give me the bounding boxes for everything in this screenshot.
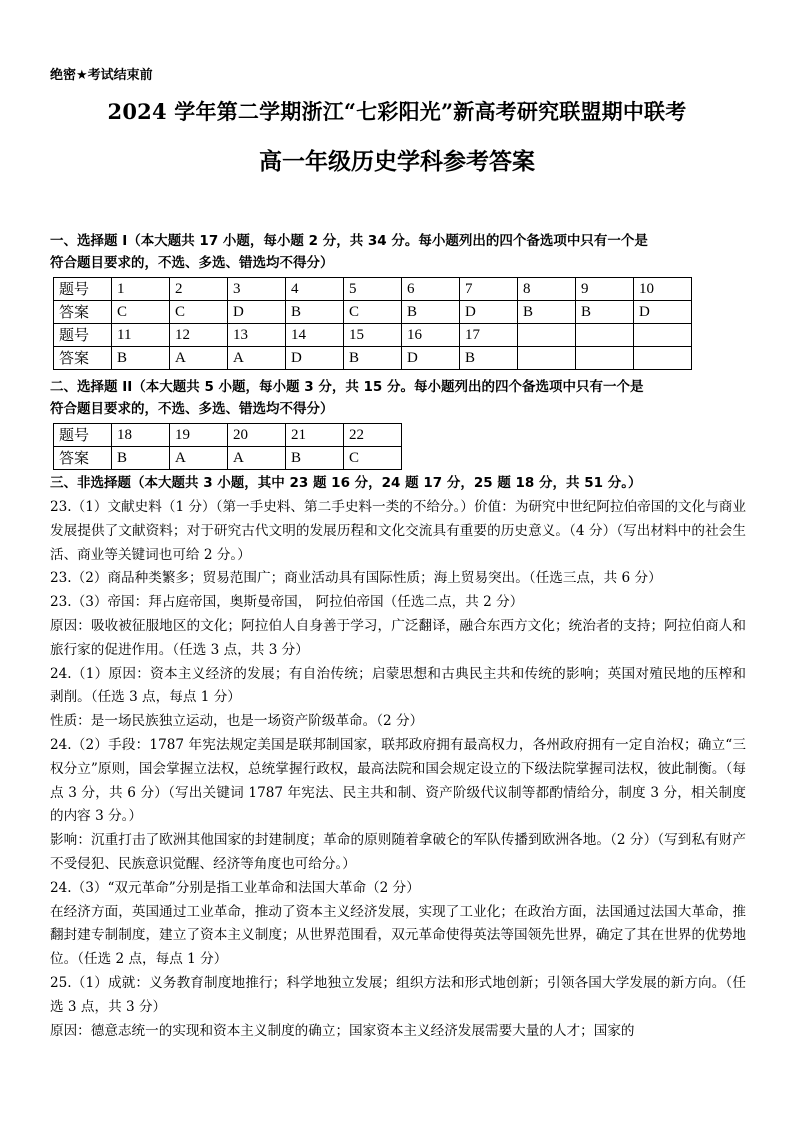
section3-answers [50, 496, 746, 1043]
table-cell: 7 [460, 278, 518, 301]
section1-heading [50, 230, 745, 274]
answer-label: 答案 [54, 347, 112, 370]
answer-paragraph: 23.（2）商品种类繁多；贸易范围广；商业活动具有国际性质；海上贸易突出。（任选三点，共 6 分） [50, 570, 662, 587]
answer-paragraph: 原因：吸收被征服地区的文化；阿拉伯人自身善于学习，广泛翻译，融合东西方文化；统治者的支持；阿拉伯商人和旅行家的促进作用。（任选 3 点，共 3 分） [50, 617, 746, 658]
table-cell: 19 [170, 424, 228, 447]
table-cell: D [402, 347, 460, 370]
table-cell: B [112, 447, 170, 470]
answer-paragraph: 性质：是一场民族独立运动，也是一场资产阶级革命。（2 分） [50, 713, 424, 730]
table-cell: B [344, 347, 402, 370]
question-number-label: 题号 [54, 324, 112, 347]
table-cell: 9 [576, 278, 634, 301]
answer-label: 答案 [54, 447, 112, 470]
table-cell [576, 324, 634, 347]
table-cell: B [286, 301, 344, 324]
answer-paragraph: 25.（1）成就：义务教育制度地推行；科学地独立发展；组织方法和形式地创新；引领各国大学发展的新方向。（任选 3 点，共 3 分） [50, 974, 746, 1015]
table-cell: 2 [170, 278, 228, 301]
table-cell [518, 324, 576, 347]
section1-heading-line1: 一、选择题 I（本大题共 17 小题，每小题 2 分，共 34 分。每小题列出的四个备选项中只有一个是 [50, 233, 648, 249]
exam-subtitle: 高一年级历史学科参考答案 [259, 148, 535, 175]
table-cell: D [634, 301, 692, 324]
table-cell: 6 [402, 278, 460, 301]
answer-label: 答案 [54, 301, 112, 324]
table-cell: 22 [344, 424, 402, 447]
answer-paragraph: 24.（3）“双元革命”分别是指工业革命和法国大革命（2 分） [50, 879, 420, 896]
answer-paragraph: 24.（1）原因：资本主义经济的发展；有自治传统；启蒙思想和古典民主共和传统的影响；英国对殖民地的压榨和剥削。（任选 3 点，每点 1 分） [50, 665, 746, 706]
table-cell: 3 [228, 278, 286, 301]
section2-heading-line1: 二、选择题 II（本大题共 5 小题，每小题 3 分，共 15 分。每小题列出的四个备选项中只有一个是 [50, 379, 644, 395]
confidential-label: 绝密★考试结束前 [50, 68, 153, 83]
answer-paragraph: 23.（3）帝国：拜占庭帝国，奥斯曼帝国， 阿拉伯帝国（任选二点，共 2 分） [50, 594, 524, 611]
section2-heading [50, 376, 745, 420]
table-cell: B [518, 301, 576, 324]
table-cell: C [344, 447, 402, 470]
answer-paragraph: 在经济方面，英国通过工业革命，推动了资本主义经济发展，实现了工业化；在政治方面，法国通过法国大革命，推翻封建专制制度，建立了资本主义制度；从世界范围看，双元革命使得英法等国领先世界，确定了其在世界的优势地位。（任选 2 点，每点 1 分） [50, 903, 746, 968]
table-cell: 17 [460, 324, 518, 347]
answer-paragraph: 24.（2）手段：1787 年宪法规定美国是联邦制国家，联邦政府拥有最高权力，各州政府拥有一定自治权；确立“三权分立”原则，国会掌握立法权，总统掌握行政权，最高法院和国会规定设立的下级法院掌握司法权，彼此制衡。（每点 3 分，共 6 分）（写出关键词 1787 年宪法、民主共和制、资产阶级代议制等都酌情给分，制度 3 分，相关制度的内容 3 分。） [50, 736, 746, 825]
exam-title: 2024 学年第二学期浙江“七彩阳光”新高考研究联盟期中联考 [107, 99, 687, 124]
table-cell: 15 [344, 324, 402, 347]
table-cell: 4 [286, 278, 344, 301]
table-cell: B [460, 347, 518, 370]
table-cell: D [228, 301, 286, 324]
question-number-label: 题号 [54, 278, 112, 301]
table-row [54, 347, 692, 370]
section3-heading: 三、非选择题（本大题共 3 小题，其中 23 题 16 分，24 题 17 分，25 题 18 分，共 51 分。） [50, 475, 642, 491]
table-row [54, 301, 692, 324]
table-cell: 20 [228, 424, 286, 447]
section2-heading-line2: 符合题目要求的，不选、多选、错选均不得分） [50, 401, 334, 417]
table-cell: 13 [228, 324, 286, 347]
table-cell [634, 347, 692, 370]
table-cell: C [170, 301, 228, 324]
table-cell: A [228, 447, 286, 470]
table-cell: D [460, 301, 518, 324]
answer-paragraph: 影响：沉重打击了欧洲其他国家的封建制度；革命的原则随着拿破仑的军队传播到欧洲各地。（2 分）（写到私有财产不受侵犯、民族意识觉醒、经济等角度也可给分。） [50, 832, 746, 872]
table-cell: D [286, 347, 344, 370]
table-cell: 5 [344, 278, 402, 301]
table-cell: B [112, 347, 170, 370]
section1-answer-table [53, 277, 692, 370]
table-cell: 16 [402, 324, 460, 347]
table-cell: 10 [634, 278, 692, 301]
table-row [54, 424, 402, 447]
table-cell [518, 347, 576, 370]
table-cell: B [286, 447, 344, 470]
table-row [54, 447, 402, 470]
table-cell: B [576, 301, 634, 324]
section1-heading-line2: 符合题目要求的，不选、多选、错选均不得分） [50, 255, 334, 271]
table-cell: 12 [170, 324, 228, 347]
table-cell: C [344, 301, 402, 324]
answer-paragraph: 23.（1）文献史料（1 分）（第一手史料、第二手史料一类的不给分。）价值：为研究中世纪阿拉伯帝国的文化与商业发展提供了文献资料；对于研究古代文明的发展历程和文化交流具有重要的历史意义。（4 分）（写出材料中的社会生活、商业等关键词也可给 2 分。） [50, 499, 746, 563]
table-cell: A [170, 447, 228, 470]
table-cell [576, 347, 634, 370]
table-cell: C [112, 301, 170, 324]
table-cell: 21 [286, 424, 344, 447]
table-cell: A [170, 347, 228, 370]
answer-paragraph: 原因：德意志统一的实现和资本主义制度的确立；国家资本主义经济发展需要大量的人才；国家的 [50, 1022, 635, 1039]
table-row [54, 324, 692, 347]
table-cell [634, 324, 692, 347]
table-cell: 8 [518, 278, 576, 301]
table-row [54, 278, 692, 301]
table-cell: 11 [112, 324, 170, 347]
question-number-label: 题号 [54, 424, 112, 447]
table-cell: A [228, 347, 286, 370]
table-cell: 14 [286, 324, 344, 347]
table-cell: B [402, 301, 460, 324]
table-cell: 18 [112, 424, 170, 447]
table-cell: 1 [112, 278, 170, 301]
section2-answer-table [53, 423, 402, 470]
